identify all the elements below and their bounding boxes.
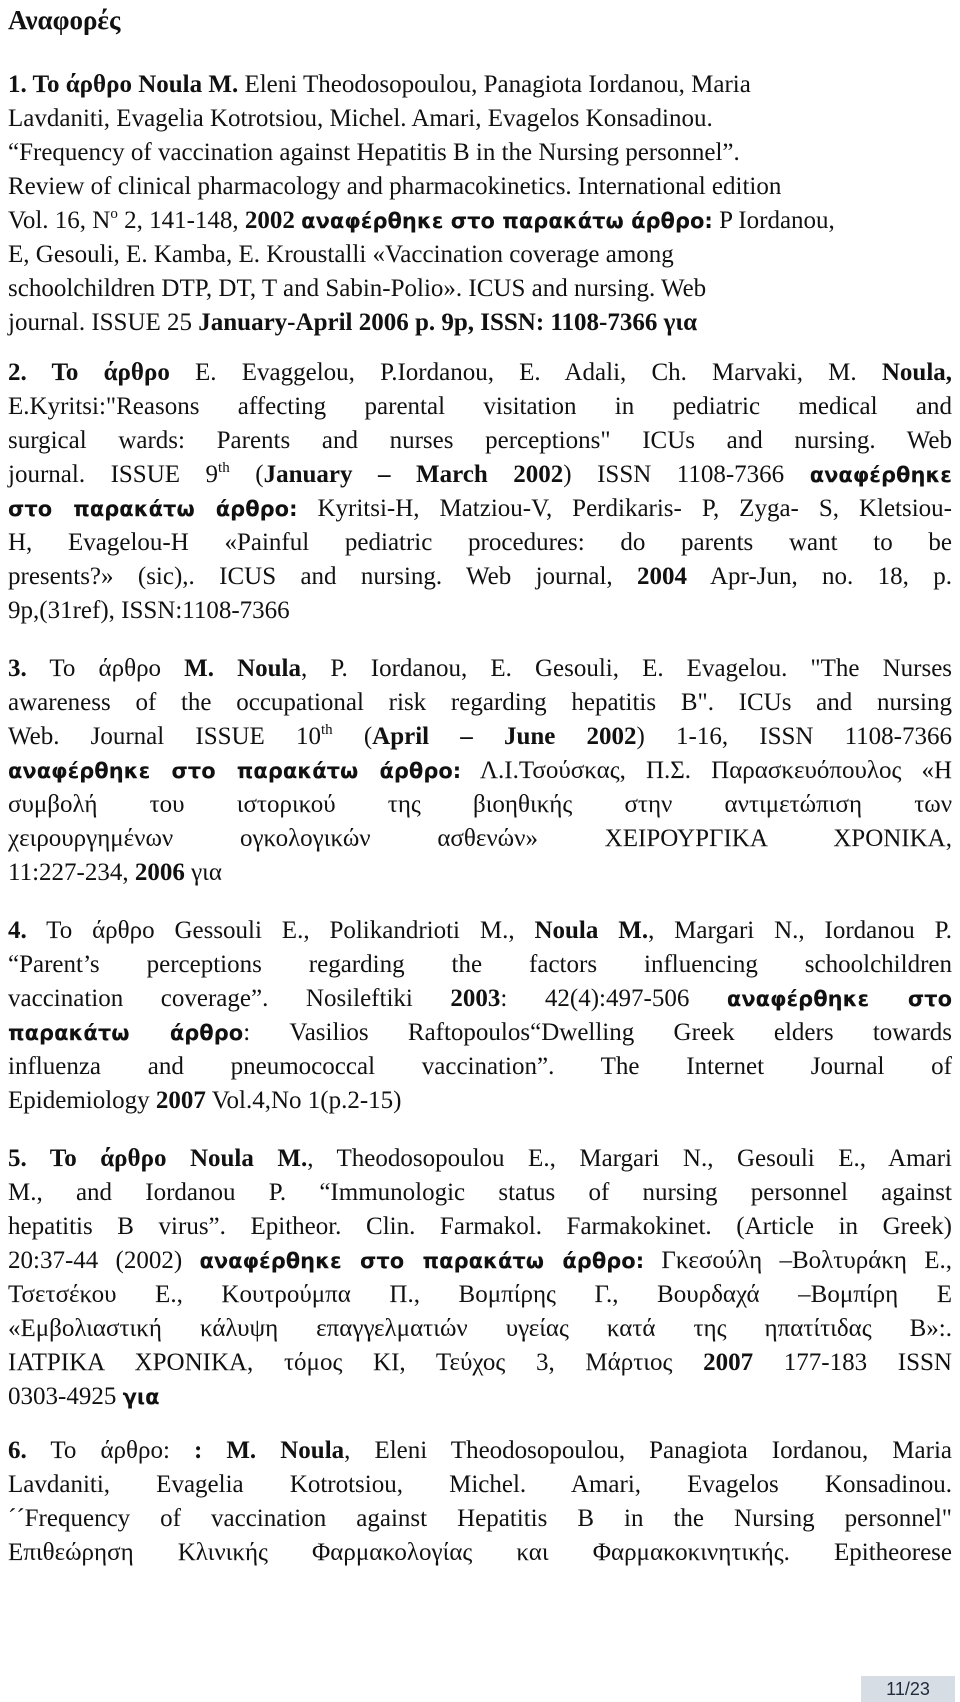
reference-line xyxy=(8,306,952,340)
reference-text: : M. Noula xyxy=(193,1437,345,1464)
reference-text: ) 1-16, ISSN 1108-7366 xyxy=(636,723,952,750)
reference-line xyxy=(8,822,952,856)
reference-text: , P. Iordanou, E. Gesouli, E. Evagelou. "The Nurses xyxy=(300,655,953,682)
reference-text: “Parent’s perceptions regarding the factors influencing schoolchildren xyxy=(8,951,952,978)
reference-line xyxy=(8,526,952,560)
reference-text: vaccination coverage”. Nosileftiki xyxy=(8,985,451,1012)
reference-text: : 42(4):497-506 xyxy=(500,985,727,1012)
reference-line xyxy=(8,1050,952,1084)
reference-text: journal. ISSUE 25 xyxy=(8,309,199,336)
reference-line xyxy=(8,204,952,238)
reference-line xyxy=(8,1016,952,1050)
reference-line xyxy=(8,1210,952,1244)
reference-text: journal. ISSUE 9 xyxy=(8,461,219,488)
reference-text: 0303-4925 xyxy=(8,1383,123,1410)
page-heading: Αναφορές xyxy=(8,5,121,35)
reference-text: χειρουργημένων ογκολογικών ασθενών» ΧΕΙΡΟΥΡΓΙΚΑ ΧΡΟΝΙΚΑ, xyxy=(8,825,952,852)
reference-line xyxy=(8,458,952,492)
reference-line xyxy=(8,754,952,788)
reference-text: 2, 141-148, xyxy=(117,207,245,234)
reference-text: Γκεσούλη –Βολτυράκη Ε., xyxy=(644,1247,952,1274)
reference-text: 177-183 ISSN xyxy=(753,1349,952,1376)
reference-line xyxy=(8,1312,952,1346)
reference-text: surgical wards: Parents and nurses perceptions" ICUs and nursing. Web xyxy=(8,427,952,454)
reference-line xyxy=(8,356,952,390)
reference-line xyxy=(8,1176,952,1210)
reference-text: 2. Το άρθρο xyxy=(8,359,170,386)
reference-text: th xyxy=(218,459,230,476)
reference-text: στο παρακάτω άρθρο: xyxy=(8,497,298,521)
reference-text: για xyxy=(122,1385,160,1409)
reference-text: , Theodosopoulou E., Margari N., Gesouli E., Amari xyxy=(307,1145,952,1172)
reference-text: ) ISSN 1108-7366 xyxy=(563,461,810,488)
reference-line xyxy=(8,1346,952,1380)
reference-text: 2003 xyxy=(450,985,501,1012)
reference-text: M. Noula xyxy=(184,655,301,682)
reference-text: , Margari N., Iordanou P. xyxy=(648,917,952,944)
reference-line xyxy=(8,102,952,136)
reference-line xyxy=(8,1278,952,1312)
reference-line xyxy=(8,594,952,628)
reference-line xyxy=(8,272,952,306)
reference-line xyxy=(8,1244,952,1278)
reference-text: Apr-Jun, no. 18, p. xyxy=(687,563,952,590)
page-number-badge: 11/23 xyxy=(861,1676,955,1702)
reference-line xyxy=(8,492,952,526)
reference-text: Vol.4,No 1(p.2-15) xyxy=(205,1087,402,1114)
reference-text: παρακάτω άρθρο xyxy=(8,1021,244,1045)
reference-line xyxy=(8,1380,952,1414)
reference-text: Το άρθρο Gessouli E., Polikandrioti M., xyxy=(26,917,535,944)
reference-text: E. Evaggelou, P.Iordanou, E. Adali, Ch. Marvaki, M. xyxy=(169,359,882,386)
reference-text: influenza and pneumococcal vaccination”. The Internet Journal of xyxy=(8,1053,952,1080)
reference-text: Noula M. xyxy=(534,917,649,944)
reference-line xyxy=(8,1536,952,1570)
reference-line xyxy=(8,1434,952,1468)
reference-text: αναφέρθηκε xyxy=(809,463,952,487)
reference-text: o xyxy=(110,205,118,222)
reference-line xyxy=(8,1142,952,1176)
reference-text: «Εμβολιαστική κάλυψη επαγγελματιών υγείας κατά της ηπατίτιδας Β»:. xyxy=(8,1315,952,1342)
reference-text: Λ.Ι.Τσούσκας, Π.Σ. Παρασκευόπουλος «Η xyxy=(461,757,952,784)
reference-text: αναφέρθηκε στο παρακάτω άρθρο: xyxy=(301,209,713,233)
reference-line xyxy=(8,1084,952,1118)
reference-line xyxy=(8,560,952,594)
reference-text: : Vasilios Raftopoulos“Dwelling Greek elders towards xyxy=(243,1019,953,1046)
reference-text: E, Gesouli, E. Kamba, E. Kroustalli «Vaccination coverage among xyxy=(8,241,674,268)
reference-text: ´´Frequency of vaccination against Hepatitis B in the Nursing personnel" xyxy=(8,1505,952,1532)
reference-text: Web. Journal ISSUE 10 xyxy=(8,723,321,750)
reference-text: E.Kyritsi:"Reasons affecting parental visitation in pediatric medical and xyxy=(8,393,952,420)
reference-text: H, Evagelou-H «Painful pediatric procedures: do parents want to be xyxy=(8,529,952,556)
reference-text: “Frequency of vaccination against Hepatitis B in the Nursing personnel”. xyxy=(8,139,740,166)
reference-text: Το άρθρο xyxy=(26,655,185,682)
reference-text: 6. xyxy=(8,1437,27,1464)
reference-line xyxy=(8,652,952,686)
reference-line xyxy=(8,948,952,982)
reference-text: 5. Το άρθρο Noula M. xyxy=(8,1145,308,1172)
reference-text: 2002 xyxy=(244,207,295,234)
reference-text: 11:227-234, xyxy=(8,859,135,886)
reference-line xyxy=(8,1468,952,1502)
reference-line xyxy=(8,686,952,720)
reference-line xyxy=(8,1502,952,1536)
reference-text: Noula, xyxy=(881,359,953,386)
reference-text: April – June 2002 xyxy=(372,723,637,750)
reference-text: January – March 2002 xyxy=(263,461,564,488)
reference-text: schoolchildren DTP, DT, T and Sabin-Polio». ICUS and nursing. Web xyxy=(8,275,707,302)
reference-text: ( xyxy=(332,723,373,750)
reference-text: Epidemiology xyxy=(8,1087,156,1114)
reference-text: για xyxy=(184,859,222,886)
reference-line xyxy=(8,136,952,170)
reference-text: αναφέρθηκε στο παρακάτω άρθρο: xyxy=(8,759,462,783)
reference-line xyxy=(8,238,952,272)
reference-text: αναφέρθηκε στο παρακάτω άρθρο: xyxy=(199,1249,645,1273)
reference-text: 2007 xyxy=(703,1349,754,1376)
reference-text: Vol. 16, N xyxy=(8,207,111,234)
reference-text: 20:37-44 (2002) xyxy=(8,1247,200,1274)
reference-text: awareness of the occupational risk regarding hepatitis B". ICUs and nursing xyxy=(8,689,952,716)
reference-line xyxy=(8,720,952,754)
reference-text: συμβολή του ιστορικού της βιοηθικής στην αντιμετώπιση των xyxy=(8,791,952,818)
reference-line xyxy=(8,856,952,890)
reference-text: 2004 xyxy=(637,563,688,590)
reference-text: presents?» (sic),. ICUS and nursing. Web journal, xyxy=(8,563,638,590)
reference-text: Τσετσέκου Ε., Κουτρούμπα Π., Βομπίρης Γ., Βουρδαχά –Βομπίρη Ε xyxy=(8,1281,952,1308)
reference-text: ΙΑΤΡΙΚΑ ΧΡΟΝΙΚΑ, τόμος ΚΙ, Τεύχος 3, Μάρτιος xyxy=(8,1349,704,1376)
reference-line xyxy=(8,982,952,1016)
reference-text: January-April 2006 p. 9p, ISSN: 1108-7366 για xyxy=(198,309,698,336)
reference-line xyxy=(8,390,952,424)
reference-text: 2006 xyxy=(134,859,185,886)
reference-text: 1. Το άρθρο Noula M. xyxy=(8,71,239,98)
reference-text: Επιθεώρηση Κλινικής Φαρμακολογίας και Φαρμακοκινητικής. Epitheorese xyxy=(8,1539,952,1566)
reference-text: Eleni Theodosopoulou, Panagiota Iordanou, Maria xyxy=(238,71,751,98)
reference-text: ( xyxy=(229,461,264,488)
reference-text: M., and Iordanou P. “Immunologic status of nursing personnel against xyxy=(8,1179,952,1206)
reference-text: 3. xyxy=(8,655,27,682)
reference-text: Το άρθρο: xyxy=(26,1437,194,1464)
reference-text: th xyxy=(321,721,333,738)
reference-line xyxy=(8,68,952,102)
reference-text: Review of clinical pharmacology and pharmacokinetics. International edition xyxy=(8,173,782,200)
reference-text: Lavdaniti, Evagelia Kotrotsiou, Michel. Amari, Evagelos Konsadinou. xyxy=(8,105,713,132)
reference-text: 9p,(31ref), ISSN:1108-7366 xyxy=(8,597,290,624)
reference-text: αναφέρθηκε στο xyxy=(726,987,953,1011)
reference-text: Lavdaniti, Evagelia Kotrotsiou, Michel. Amari, Evagelos Konsadinou. xyxy=(8,1471,952,1498)
reference-text: P Iordanou, xyxy=(712,207,835,234)
reference-text: 4. xyxy=(8,917,27,944)
reference-text: 2007 xyxy=(155,1087,206,1114)
reference-line xyxy=(8,788,952,822)
reference-line xyxy=(8,170,952,204)
reference-text: hepatitis B virus”. Epitheor. Clin. Farmakol. Farmakokinet. (Article in Greek) xyxy=(8,1213,952,1240)
reference-text: Kyritsi-H, Matziou-V, Perdikaris- P, Zyga- S, Kletsiou- xyxy=(297,495,952,522)
reference-line xyxy=(8,424,952,458)
reference-line xyxy=(8,914,952,948)
reference-text: , Eleni Theodosopoulou, Panagiota Iordanou, Maria xyxy=(344,1437,952,1464)
